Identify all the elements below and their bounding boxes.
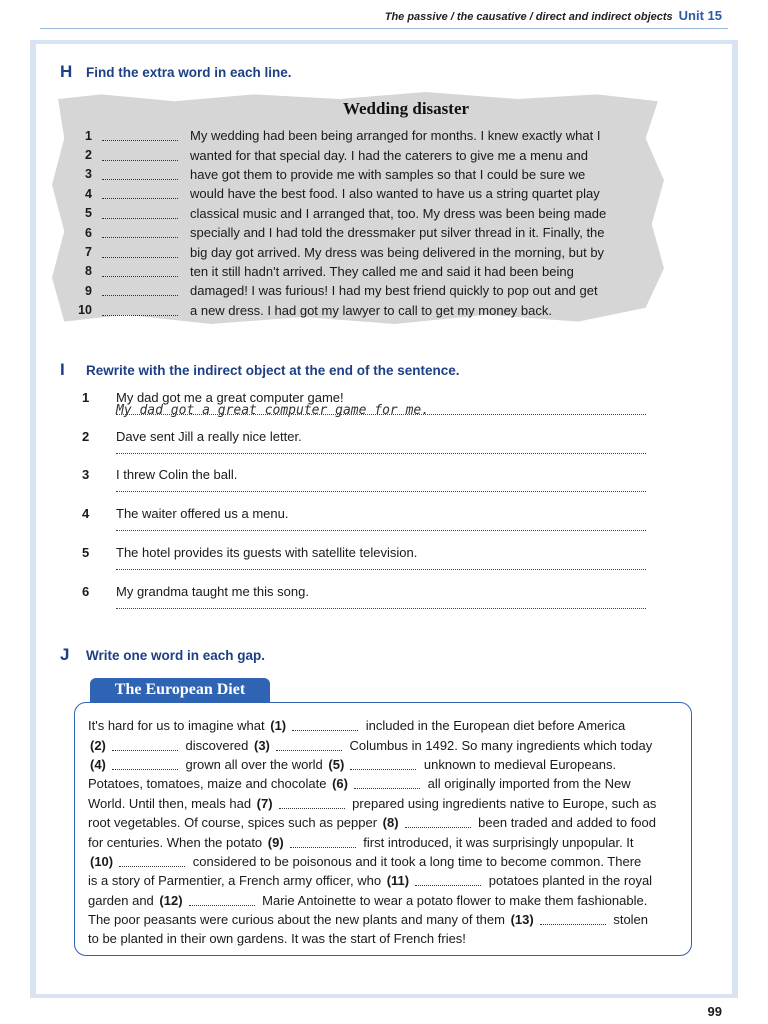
- answer-line[interactable]: [116, 608, 646, 609]
- diet-text-segment: It's hard for us to imagine what: [88, 718, 269, 734]
- diet-text-segment: discovered: [181, 737, 252, 753]
- answer-blank[interactable]: [102, 150, 178, 161]
- diet-text: [88, 716, 656, 949]
- gap-number: (6): [332, 776, 348, 792]
- item-sentence: The waiter offered us a menu.: [116, 506, 289, 521]
- gap-number: (12): [159, 892, 183, 908]
- answer-line[interactable]: [116, 491, 646, 492]
- diet-text-segment: potatoes planted in the royal: [485, 873, 653, 889]
- diet-text-segment: prepared using ingredients native to Europe, such as: [348, 795, 657, 811]
- diet-text-segment: is a story of Parmentier, a French army officer, who: [88, 873, 385, 889]
- diet-text-segment: unknown to medieval Europeans.: [420, 756, 617, 772]
- story-line: [64, 204, 606, 223]
- diet-text-segment: been traded and added to food: [474, 815, 656, 831]
- diet-text-segment: World. Until then, meals had: [88, 795, 255, 811]
- story-title: Wedding disaster: [342, 99, 470, 118]
- story-line-text: a new dress. I had got my lawyer to call to get my money back.: [190, 302, 552, 318]
- line-number: 3: [85, 167, 92, 182]
- gap-blank[interactable]: [276, 740, 342, 751]
- diet-text-line: [88, 891, 656, 910]
- diet-text-segment: for centuries. When the potato: [88, 834, 266, 850]
- gap-blank[interactable]: [112, 740, 178, 751]
- line-number: 1: [85, 128, 92, 143]
- answer-blank[interactable]: [102, 208, 178, 219]
- diet-text-segment: garden and: [88, 892, 158, 908]
- answer-line[interactable]: [116, 569, 646, 570]
- answer-blank[interactable]: [102, 130, 178, 141]
- line-number: 10: [78, 303, 92, 318]
- item-number: 1: [82, 390, 90, 405]
- answer-blank[interactable]: [102, 227, 178, 238]
- story-line: [64, 262, 606, 281]
- diet-text-line: [88, 871, 656, 890]
- item-number: 2: [82, 429, 90, 444]
- item-sentence: I threw Colin the ball.: [116, 467, 238, 482]
- section-i-letter: I: [60, 360, 65, 379]
- gap-number: (2): [90, 737, 106, 753]
- story-line: [64, 126, 606, 145]
- gap-blank[interactable]: [354, 778, 420, 789]
- story-line: [64, 184, 606, 203]
- item-sentence: My grandma taught me this song.: [116, 584, 309, 599]
- running-head-title: The passive / the causative / direct and indirect objects: [384, 11, 673, 23]
- line-number: 8: [85, 264, 92, 279]
- section-h-letter: H: [60, 62, 73, 81]
- gap-blank[interactable]: [290, 837, 356, 848]
- story-line-text: wanted for that special day. I had the caterers to give me a menu and: [190, 147, 588, 163]
- section-j-letter: J: [60, 645, 70, 664]
- answer-line[interactable]: [116, 530, 646, 531]
- gap-blank[interactable]: [189, 895, 255, 906]
- gap-blank[interactable]: [112, 759, 178, 770]
- diet-text-segment: stolen: [609, 912, 649, 928]
- line-number: 7: [85, 245, 92, 260]
- line-number: 4: [85, 186, 92, 201]
- diet-text-segment: grown all over the world: [181, 756, 327, 772]
- diet-text-line: [88, 735, 656, 754]
- story-line: [64, 223, 606, 242]
- answer-blank[interactable]: [102, 247, 178, 258]
- diet-text-segment: The poor peasants were curious about the new plants and many of them: [88, 912, 509, 928]
- diet-text-segment: Columbus in 1492. So many ingredients which today: [345, 737, 653, 753]
- diet-text-segment: all originally imported from the New: [423, 776, 631, 792]
- section-h-heading: [60, 62, 292, 82]
- story-line-text: have got them to provide me with samples so that I could be sure we: [190, 166, 586, 182]
- answer-blank[interactable]: [102, 169, 178, 180]
- example-answer: My dad got a great computer game for me.: [116, 403, 430, 418]
- story-line-text: damaged! I was furious! I had my best friend quickly to pop out and get: [190, 283, 598, 299]
- diet-text-line: [88, 774, 656, 793]
- gap-number: (3): [253, 737, 270, 753]
- section-i-heading: [60, 360, 460, 380]
- diet-text-line: [88, 813, 656, 832]
- section-i-instruction: Rewrite with the indirect object at the end of the sentence.: [86, 362, 460, 378]
- gap-blank[interactable]: [405, 817, 471, 828]
- story-line-text: big day got arrived. My dress was being delivered in the morning, but by: [190, 244, 605, 260]
- diet-text-line: [88, 794, 656, 813]
- gap-blank[interactable]: [279, 798, 345, 809]
- gap-number: (13): [510, 912, 534, 928]
- header-rule: [40, 28, 728, 29]
- story-line-text: My wedding had been being arranged for months. I knew exactly what I: [190, 128, 601, 144]
- gap-number: (10): [90, 853, 114, 869]
- gap-blank[interactable]: [292, 720, 358, 731]
- item-sentence: The hotel provides its guests with satellite television.: [116, 545, 418, 560]
- gap-number: (9): [267, 834, 284, 850]
- diet-text-segment: root vegetables. Of course, spices such as pepper: [88, 815, 381, 831]
- item-number: 4: [82, 506, 90, 521]
- story-line-text: specially and I had told the dressmaker put silver thread in it. Finally, the: [190, 225, 605, 241]
- diet-text-segment: considered to be poisonous and it took a long time to become common. There: [189, 853, 642, 869]
- diet-text-line: [88, 910, 656, 929]
- diet-text-segment: Potatoes, tomatoes, maize and chocolate: [88, 776, 331, 792]
- item-number: 6: [82, 584, 90, 599]
- story-line-text: classical music and I arranged that, too. My dress was been being made: [190, 205, 607, 221]
- diet-text-line: [88, 929, 656, 948]
- story-lines: [64, 126, 606, 320]
- answer-line[interactable]: [116, 453, 646, 454]
- answer-blank[interactable]: [102, 188, 178, 199]
- story-line-text: ten it still hadn't arrived. They called me and said it had been being: [190, 263, 574, 279]
- section-h-instruction: Find the extra word in each line.: [86, 64, 292, 80]
- gap-number: (7): [256, 795, 273, 811]
- page-number: 99: [707, 1004, 722, 1019]
- story-line: [64, 165, 606, 184]
- gap-number: (11): [386, 873, 410, 889]
- diet-box-title: The European Diet: [90, 678, 270, 702]
- story-line: [64, 301, 606, 320]
- gap-blank[interactable]: [350, 759, 416, 770]
- line-number: 5: [85, 206, 92, 221]
- section-j-heading: [60, 645, 265, 665]
- diet-text-line: [88, 755, 656, 774]
- story-line: [64, 242, 606, 261]
- line-number: 2: [85, 148, 92, 163]
- gap-blank[interactable]: [119, 856, 185, 867]
- answer-blank[interactable]: [102, 305, 178, 316]
- diet-text-segment: Marie Antoinette to wear a potato flower to make them fashionable.: [258, 892, 648, 908]
- story-line-text: would have the best food. I also wanted to have us a string quartet play: [190, 186, 600, 202]
- gap-number: (1): [270, 718, 287, 734]
- diet-text-segment: to be planted in their own gardens. It was the start of French fries!: [88, 931, 466, 947]
- diet-text-segment: first introduced, it was surprisingly unpopular. It: [359, 834, 634, 850]
- gap-number: (8): [382, 815, 399, 831]
- running-head: [385, 8, 722, 23]
- section-j-instruction: Write one word in each gap.: [86, 647, 266, 663]
- item-number: 3: [82, 467, 90, 482]
- diet-text-line: [88, 832, 656, 851]
- gap-blank[interactable]: [415, 875, 481, 886]
- answer-blank[interactable]: [102, 285, 178, 296]
- unit-label: Unit 15: [678, 8, 722, 23]
- item-sentence: Dave sent Jill a really nice letter.: [116, 429, 302, 444]
- diet-text-line: [88, 716, 656, 735]
- item-sentence: My dad got me a great computer game!: [116, 390, 344, 405]
- line-number: 9: [85, 283, 92, 298]
- diet-text-segment: included in the European diet before America: [362, 718, 626, 734]
- line-number: 6: [85, 225, 92, 240]
- answer-blank[interactable]: [102, 266, 178, 277]
- gap-number: (4): [90, 756, 106, 772]
- gap-number: (5): [328, 756, 345, 772]
- diet-text-line: [88, 852, 656, 871]
- story-line: [64, 145, 606, 164]
- gap-blank[interactable]: [540, 914, 606, 925]
- item-number: 5: [82, 545, 90, 560]
- story-line: [64, 281, 606, 300]
